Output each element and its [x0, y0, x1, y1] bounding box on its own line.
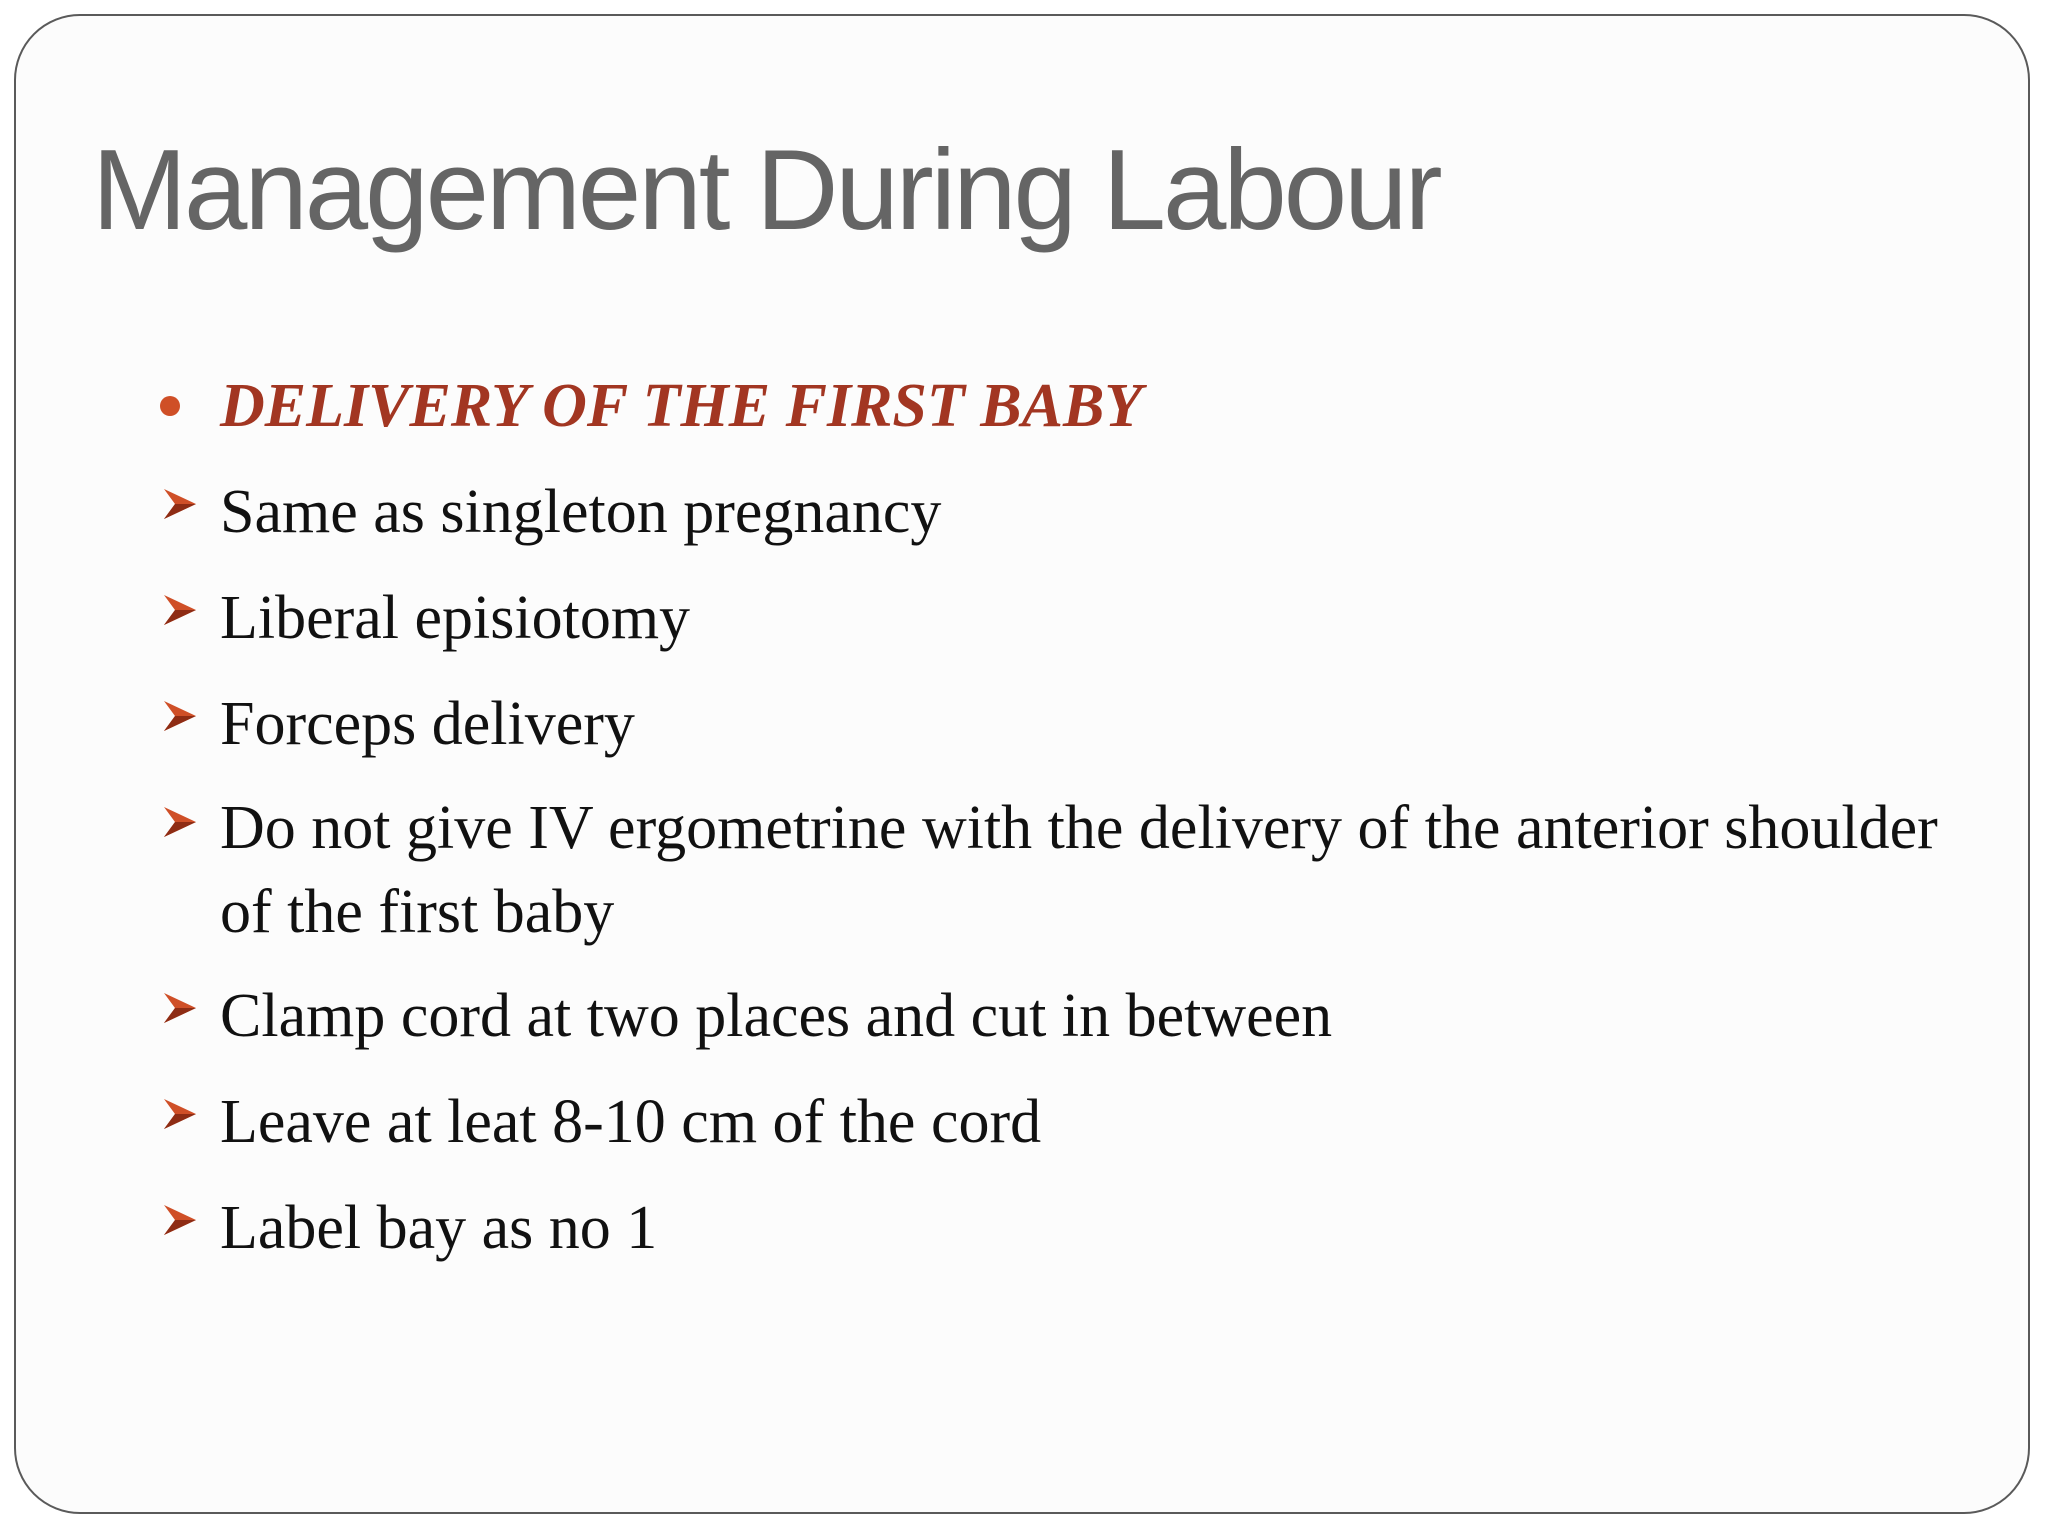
list-item-text: Forceps delivery [220, 690, 635, 758]
arrowhead-bullet-icon [162, 1202, 198, 1238]
bullet-list [160, 362, 1960, 1272]
slide-title: Management During Labour [92, 127, 1440, 254]
list-item [160, 1184, 1960, 1272]
list-item [160, 1078, 1960, 1166]
list-item [160, 680, 1960, 768]
lead-bullet [160, 362, 1960, 450]
arrowhead-bullet-icon [162, 990, 198, 1026]
list-item-text: Leave at leat 8-10 cm of the cord [220, 1088, 1042, 1156]
list-item-text: Label bay as no 1 [220, 1194, 658, 1262]
list-item [160, 574, 1960, 662]
arrowhead-bullet-icon [162, 592, 198, 628]
list-item [160, 468, 1960, 556]
bullet-dot-icon [160, 396, 180, 416]
list-item [160, 972, 1960, 1060]
list-item-text: Liberal episiotomy [220, 584, 691, 652]
lead-bullet-text: DELIVERY OF THE FIRST BABY [220, 372, 1143, 440]
list-item-text: Do not give IV ergometrine with the delivery of the anterior shoulder of the first baby [220, 794, 1938, 946]
arrowhead-bullet-icon [162, 804, 198, 840]
list-item [160, 786, 1960, 954]
arrowhead-bullet-icon [162, 698, 198, 734]
arrowhead-bullet-icon [162, 486, 198, 522]
list-item-text: Same as singleton pregnancy [220, 478, 942, 546]
list-item-text: Clamp cord at two places and cut in between [220, 982, 1333, 1050]
arrowhead-bullet-icon [162, 1096, 198, 1132]
